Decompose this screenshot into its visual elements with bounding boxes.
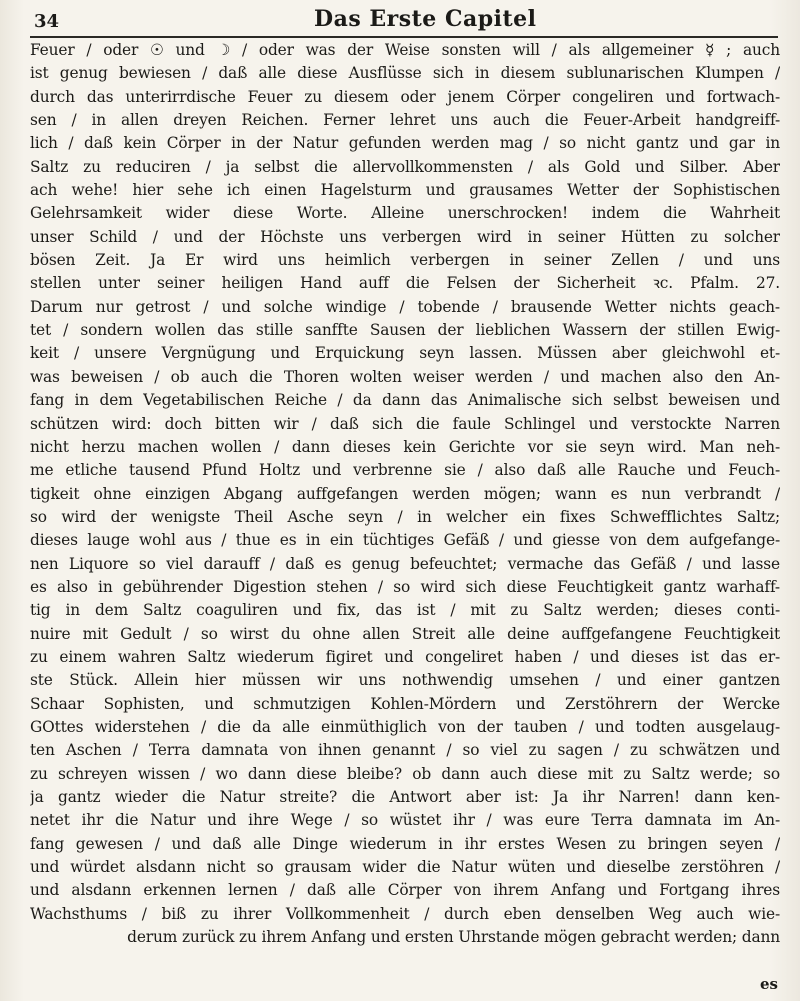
text-line: sen / in allen dreyen Reichen. Ferner lehret uns auch die Feuer-Arbeit handgreiff- — [30, 111, 780, 130]
text-line: bösen Zeit. Ja Er wird uns heimlich verbergen in seiner Zellen / und uns — [30, 251, 780, 270]
body-text — [30, 39, 780, 949]
text-line: ist genug bewiesen / daß alle diese Ausflüsse sich in diesem sublunarischen Klumpen / — [30, 64, 780, 83]
text-line: derum zurück zu ihrem Anfang und ersten Uhrstande mögen gebracht werden; dann — [127, 928, 780, 947]
text-line: durch das unterirrdische Feuer zu diesem oder jenem Cörper congeliren und fortwach- — [30, 87, 780, 106]
text-line: nen Liquore so viel darauff / daß es genug befeuchtet; vermache das Gefäß / und lasse — [30, 554, 780, 573]
text-line: stellen unter seiner heiligen Hand auff die Felsen der Sicherheit ꝛc. Pfalm. 27. — [30, 274, 780, 293]
text-line: was beweisen / ob auch die Thoren wolten weiser werden / und machen also den An- — [30, 367, 780, 386]
text-line: Saltz zu reduciren / ja selbst die allervollkommensten / als Gold und Silber. Aber — [30, 157, 780, 176]
text-line: unser Schild / und der Höchste uns verbergen wird in seiner Hütten zu solcher — [30, 227, 780, 246]
text-line: keit / unsere Vergnügung und Erquickung seyn lassen. Müssen aber gleichwohl et- — [30, 344, 780, 363]
text-line: Wachsthums / biß zu ihrer Vollkommenheit / durch eben denselben Weg auch wie- — [30, 904, 780, 923]
text-line: fang gewesen / und daß alle Dinge wiederum in ihr erstes Wesen zu bringen seyen / — [30, 834, 780, 853]
text-line: ten Aschen / Terra damnata von ihnen genannt / so viel zu sagen / zu schwätzen und — [30, 741, 780, 760]
text-line: GOttes widerstehen / die da alle einmüthiglich von der tauben / und todten ausgelaug- — [30, 717, 780, 736]
text-line: fang in dem Vegetabilischen Reiche / da dann das Animalische sich selbst beweisen und — [30, 391, 780, 410]
page-header — [34, 4, 778, 36]
text-line: zu schreyen wissen / wo dann diese bleibe? ob dann auch diese mit zu Saltz werde; so — [30, 764, 780, 783]
text-line: und alsdann erkennen lernen / daß alle Cörper von ihrem Anfang und Fortgang ihres — [30, 881, 780, 900]
text-line: ste Stück. Allein hier müssen wir uns nothwendig umsehen / und einer gantzen — [30, 671, 780, 690]
text-line: zu einem wahren Saltz wiederum figiret und congeliret haben / und dieses ist das er- — [30, 647, 780, 666]
text-line: ach wehe! hier sehe ich einen Hagelsturm und grausames Wetter der Sophistischen — [30, 181, 780, 200]
text-line: und würdet alsdann nicht so grausam wider die Natur wüten und dieselbe zerstöhren / — [30, 858, 780, 877]
text-line: tigkeit ohne einzigen Abgang auffgefangen werden mögen; wann es nun verbrandt / — [30, 484, 780, 503]
text-line: nicht herzu machen wollen / dann dieses kein Gerichte vor sie seyn wird. Man neh- — [30, 437, 780, 456]
text-line: tet / sondern wollen das stille sanffte Sausen der lieblichen Wassern der stillen Ewig- — [30, 321, 780, 340]
text-line: dieses lauge wohl aus / thue es in ein tüchtiges Gefäß / und giesse von dem aufgefange- — [30, 531, 780, 550]
text-line: Gelehrsamkeit wider diese Worte. Alleine unerschrocken! indem die Wahrheit — [30, 204, 780, 223]
header-rule — [30, 36, 778, 38]
page-number: 34 — [34, 11, 60, 32]
text-line: netet ihr die Natur und ihre Wege / so wüstet ihr / was eure Terra damnata im An- — [30, 811, 780, 830]
running-title: Das Erste Capitel — [314, 6, 537, 32]
text-line: nuire mit Gedult / so wirst du ohne allen Streit alle deine auffgefangene Feuchtigkeit — [30, 624, 780, 643]
text-line: Darum nur getrost / und solche windige / tobende / brausende Wetter nichts geach- — [30, 297, 780, 316]
catchword: es — [760, 975, 778, 993]
text-line: tig in dem Saltz coaguliren und fix, das ist / mit zu Saltz werden; dieses conti- — [30, 601, 780, 620]
text-line: schützen wird: doch bitten wir / daß sich die faule Schlingel und verstockte Narren — [30, 414, 780, 433]
text-line: so wird der wenigste Theil Asche seyn / in welcher ein fixes Schwefflichtes Saltz; — [30, 507, 780, 526]
text-line: ja gantz wieder die Natur streite? die Antwort aber ist: Ja ihr Narren! dann ken- — [30, 788, 780, 806]
text-line: lich / daß kein Cörper in der Natur gefunden werden mag / so nicht gantz und gar in — [30, 134, 780, 153]
text-line: es also in gebührender Digestion stehen / so wird sich diese Feuchtigkeit gantz warhaff- — [30, 577, 780, 596]
text-line: Schaar Sophisten, und schmutzigen Kohlen-Mördern und Zerstöhrern der Wercke — [30, 694, 780, 713]
text-line: Feuer / oder ☉ und ☽ / oder was der Weise sonsten will / als allgemeiner ☿ ; auch — [30, 41, 780, 59]
text-line: me etliche tausend Pfund Holtz und verbrenne sie / also daß alle Rauche und Feuch- — [30, 461, 780, 480]
